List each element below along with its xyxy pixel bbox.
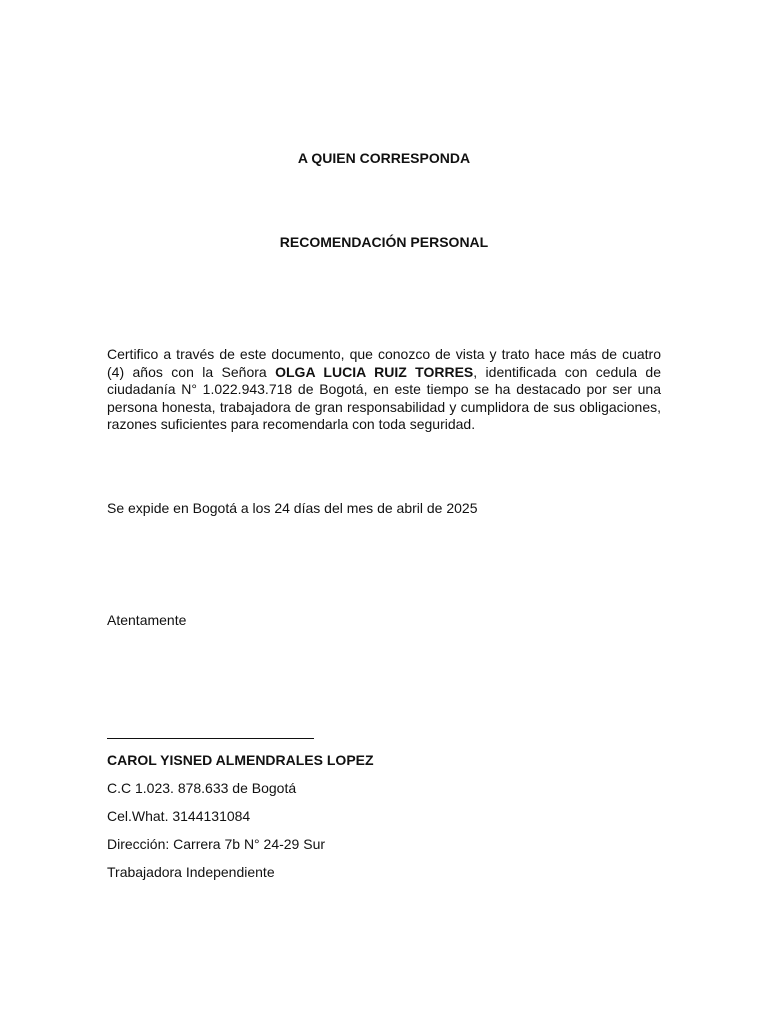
signer-name: CAROL YISNED ALMENDRALES LOPEZ	[107, 752, 374, 768]
signer-phone: Cel.What. 3144131084	[107, 808, 251, 824]
signer-occupation: Trabajadora Independiente	[107, 864, 275, 880]
letter-heading: A QUIEN CORRESPONDA	[297, 150, 471, 166]
closing-salutation: Atentamente	[107, 612, 187, 628]
recommended-person-name: OLGA LUCIA RUIZ TORRES	[275, 363, 474, 380]
signer-address: Dirección: Carrera 7b N° 24-29 Sur	[107, 836, 326, 852]
signer-id: C.C 1.023. 878.633 de Bogotá	[107, 780, 297, 796]
paragraph-text-after-name: , identificada con cedula de ciudadanía N° 1.022.943.718 de Bogotá, en este tiempo se ha destacado por ser una persona honesta, trabajadora de gran responsabilidad y cumplidora de sus obligaciones, razones suficientes para recomendarla con toda seguridad.	[107, 363, 661, 432]
paragraph-text-before-name: Certifico a través de este documento, que conozco de vista y trato hace más de cuatro (4) años con la Señora	[107, 346, 661, 380]
issued-statement: Se expide en Bogotá a los 24 días del mes de abril de 2025	[107, 500, 478, 516]
letter-subheading: RECOMENDACIÓN PERSONAL	[279, 234, 489, 250]
signature-line	[107, 738, 314, 739]
recommendation-paragraph	[107, 346, 661, 434]
